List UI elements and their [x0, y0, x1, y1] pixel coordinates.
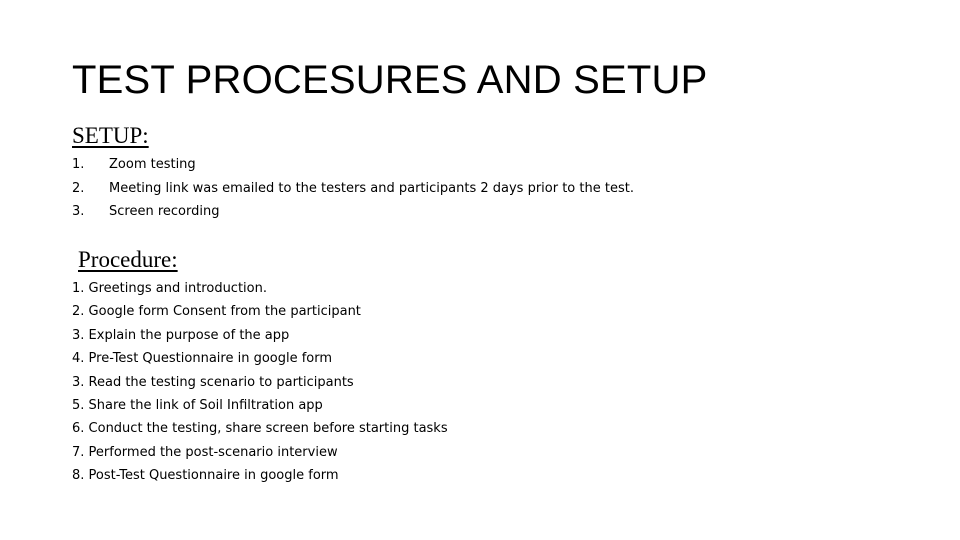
setup-item [72, 177, 634, 201]
procedure-step: 1. Greetings and introduction. [72, 281, 267, 296]
procedure-list [72, 277, 448, 488]
setup-item [72, 200, 634, 224]
procedure-step: 7. Performed the post-scenario interview [72, 444, 338, 460]
slide-title: TEST PROCESURES AND SETUP [72, 58, 708, 102]
setup-item-number: 3. [72, 204, 85, 219]
setup-heading: SETUP: [72, 123, 149, 148]
procedure-heading: Procedure: [78, 247, 178, 272]
procedure-step: 3. Explain the purpose of the app [72, 327, 290, 343]
procedure-step: 3. Read the testing scenario to participants [72, 374, 354, 390]
setup-item-text: Screen recording [109, 204, 220, 219]
procedure-step: 2. Google form Consent from the participant [72, 304, 361, 320]
procedure-step: 5. Share the link of Soil Infiltration app [72, 398, 323, 414]
setup-item [72, 153, 634, 177]
setup-item-text: Zoom testing [109, 157, 196, 172]
setup-item-number: 2. [72, 180, 85, 196]
setup-item-number: 1. [72, 157, 85, 172]
procedure-step: 8. Post-Test Questionnaire in google form [72, 468, 339, 484]
setup-item-text: Meeting link was emailed to the testers and participants 2 days prior to the test. [109, 180, 634, 196]
procedure-step: 6. Conduct the testing, share screen before starting tasks [72, 421, 448, 437]
setup-list [72, 153, 634, 224]
procedure-step: 4. Pre-Test Questionnaire in google form [72, 351, 333, 367]
